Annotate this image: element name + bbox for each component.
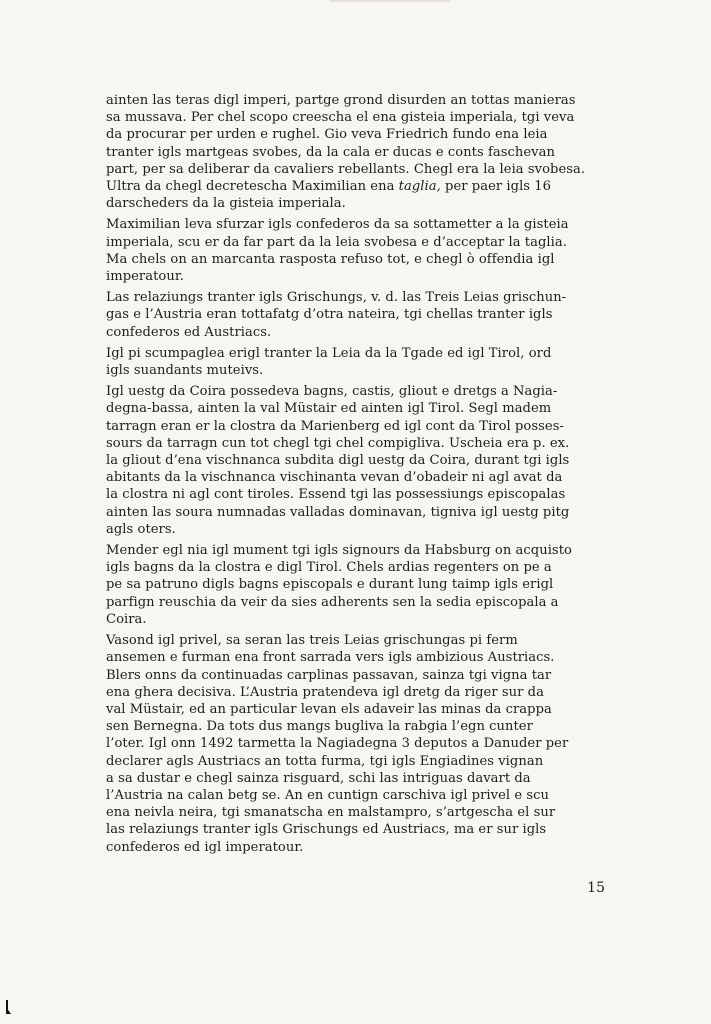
text-line: pe sa patruno digls bagns episcopals e durant lung taimp igls erigl [106,577,554,593]
scan-corner-mark [6,1000,11,1014]
text-line: Vasond igl privel, sa seran las treis Leias grischungas pi ferm [106,633,518,649]
text-line: las relaziungs tranter igls Grischungs ed Austriacs, ma er sur igls [106,822,547,838]
text-line: val Müstair, ed an particular levan els adaveir las minas da crappa [106,701,552,717]
text-line: confederos ed Austriacs. [106,324,272,340]
text-line: tarragn eran er la clostra da Marienberg ed igl cont da Tirol posses- [106,418,564,434]
text-line: Las relaziungs tranter igls Grischungs, v. d. las Treis Leias grischun- [106,290,567,306]
paragraph [106,345,606,379]
paragraph [106,632,606,856]
text-line: Ultra da chegl decretescha Maximilian ena taglia, per paer igls 16 [106,179,552,195]
text-line: imperiala, scu er da far part da la leia svobesa e d’acceptar la taglia. [106,234,567,250]
text-line: gas e l’Austria eran tottafatg d’otra nateira, tgi chellas tranter igls [106,307,553,323]
text-line: agls oters. [106,521,176,537]
text-line: tranter igls martgeas svobes, da la cala er ducas e conts faschevan [106,144,555,160]
text-line: abitants da la vischnanca vischinanta vevan d’obadeir ni agl avat da [106,470,563,486]
paragraph [106,289,606,341]
text-line: Maximilian leva sfurzar igls confederos da sa sottametter a la gisteia [106,217,569,233]
text-line: la clostra ni agl cont tiroles. Essend tgi las possessiungs episcopalas [106,487,566,503]
page-number: 15 [587,880,605,896]
scan-smudge [330,0,450,2]
paragraph [106,216,606,285]
text-line: a sa dustar e chegl sainza risguard, schi las intriguas davart da [106,770,531,786]
paragraph [106,542,606,628]
text-line: ena neivla neira, tgi smanatscha en malstampro, s’artgescha el sur [106,805,556,821]
text-line: degna-bassa, ainten la val Müstair ed ainten igl Tirol. Segl madem [106,401,552,417]
italic-term: taglia, [398,179,441,195]
text-line: Blers onns da continuadas carplinas passavan, sainza tgi vigna tar [106,667,552,683]
text-line: imperatour. [106,269,184,285]
text-line: igls bagns da la clostra e digl Tirol. Chels ardias regenters on pe a [106,560,552,576]
paragraph [106,383,606,538]
text-line: sours da tarragn cun tot chegl tgi chel compigliva. Uscheia era p. ex. [106,435,570,451]
text-line-tail: per paer igls 16 [440,179,552,195]
text-line: la gliout d’ena vischnanca subdita digl uestg da Coira, durant tgi igls [106,453,570,469]
paragraph [106,92,606,212]
text-line: sen Bernegna. Da tots dus mangs bugliva la rabgia l’egn cunter [106,719,533,735]
text-line: da procurar per urden e rughel. Gio veva Friedrich fundo ena leia [106,127,548,143]
text-line: ainten las soura numnadas valladas dominavan, tigniva igl uestg pitg [106,504,570,520]
body-text [106,92,606,860]
text-line: Igl uestg da Coira possedeva bagns, castis, gliout e dretgs a Nagia- [106,384,558,400]
text-line: Igl pi scumpaglea erigl tranter la Leia da la Tgade ed igl Tirol, ord [106,345,552,361]
text-line: Coira. [106,611,147,627]
text-line: sa mussava. Per chel scopo creescha el ena gisteia imperiala, tgi veva [106,110,575,126]
text-line: Mender egl nia igl mument tgi igls signours da Habsburg on acquisto [106,543,572,559]
text-line: confederos ed igl imperatour. [106,839,304,855]
text-line: part, per sa deliberar da cavaliers rebellants. Chegl era la leia svobesa. [106,161,586,177]
text-line: parfign reuschia da veir da sies adherents sen la sedia episcopala a [106,594,559,610]
text-line: declarer agls Austriacs an totta furma, tgi igls Engiadines vignan [106,753,544,769]
text-line: ena ghera decisiva. L’Austria pratendeva igl dretg da riger sur da [106,684,544,700]
text-line: Ma chels on an marcanta rasposta refuso tot, e chegl ò offendia igl [106,251,555,267]
text-line: ansemen e furman ena front sarrada vers igls ambizious Austriacs. [106,650,555,666]
text-line: igls suandants muteivs. [106,363,264,379]
text-line: ainten las teras digl imperi, partge grond disurden an tottas manieras [106,93,576,108]
text-line: l’oter. Igl onn 1492 tarmetta la Nagiadegna 3 deputos a Danuder per [106,736,569,752]
text-line: darscheders da la gisteia imperiala. [106,196,346,212]
text-line: l’Austria na calan betg se. An en cuntign carschiva igl privel e scu [106,787,549,803]
